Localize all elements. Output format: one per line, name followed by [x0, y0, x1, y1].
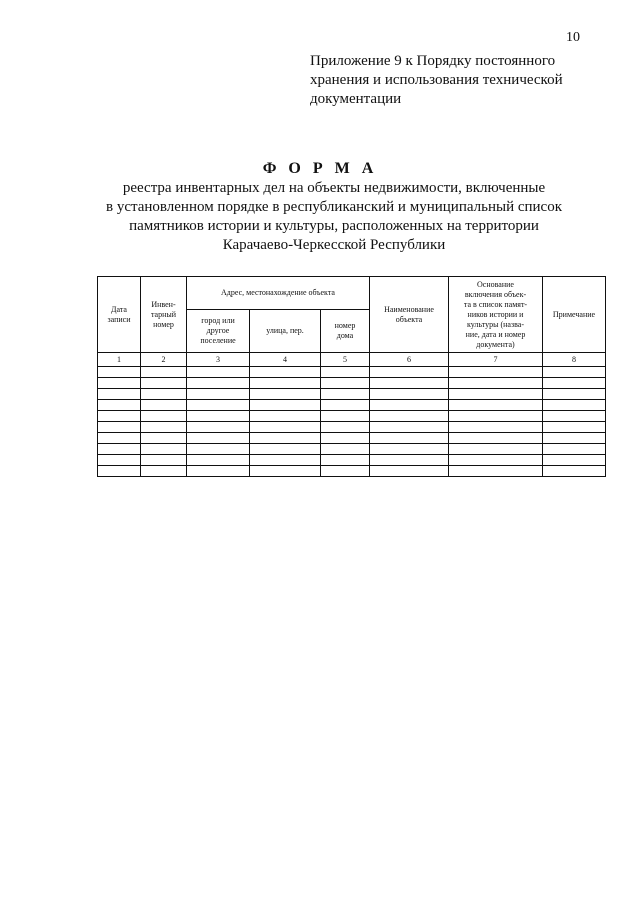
page-number: 10	[566, 30, 580, 45]
table-cell	[370, 455, 449, 466]
table-cell	[449, 367, 543, 378]
header-address-group	[187, 277, 370, 310]
header-text-line: номер	[334, 321, 356, 330]
table-cell	[321, 455, 370, 466]
table-cell	[370, 378, 449, 389]
table-cell	[250, 422, 321, 433]
table-row	[98, 389, 606, 400]
header-text-line: Адрес, местонахождение объекта	[221, 288, 335, 297]
table-cell	[187, 378, 250, 389]
table-cell	[321, 466, 370, 477]
table-cell	[370, 367, 449, 378]
header-text-line: ние, дата и номер	[465, 329, 526, 339]
header-text-line: документа)	[476, 339, 515, 349]
registry-table	[97, 276, 606, 477]
column-number-row	[98, 353, 606, 367]
header-text-line: Основание	[477, 279, 514, 289]
table-cell	[141, 389, 187, 400]
table-cell	[543, 433, 606, 444]
table-cell	[250, 378, 321, 389]
table-cell	[187, 411, 250, 422]
table-cell	[449, 433, 543, 444]
table-cell	[187, 433, 250, 444]
column-number: 2	[141, 353, 187, 367]
table-cell	[449, 422, 543, 433]
table-cell	[321, 378, 370, 389]
header-city	[187, 310, 250, 353]
table-cell	[321, 400, 370, 411]
table-cell	[321, 389, 370, 400]
table-cell	[321, 411, 370, 422]
table-cell	[321, 367, 370, 378]
header-inventory-number	[141, 277, 187, 353]
appendix-line: документации	[310, 91, 402, 107]
subtitle-line: в установленном порядке в республиканский и муниципальный список	[105, 199, 562, 215]
table-cell	[449, 378, 543, 389]
table-cell	[250, 400, 321, 411]
header-text-line: Примечание	[552, 309, 596, 319]
table-cell	[543, 411, 606, 422]
table-cell	[141, 455, 187, 466]
header-text-line: город или	[201, 316, 235, 325]
table-cell	[98, 433, 141, 444]
appendix-line: Приложение 9 к Порядку постоянного	[310, 53, 556, 69]
table-cell	[543, 455, 606, 466]
header-text-line: та в список памят-	[463, 299, 528, 309]
table-row	[98, 444, 606, 455]
table-cell	[250, 455, 321, 466]
header-text-line: включения объек-	[464, 289, 527, 299]
table-cell	[250, 433, 321, 444]
table-cell	[370, 433, 449, 444]
table-cell	[141, 422, 187, 433]
table-cell	[141, 400, 187, 411]
table-cell	[449, 466, 543, 477]
header-text-line: записи	[107, 314, 131, 324]
table-cell	[449, 400, 543, 411]
table-cell	[98, 400, 141, 411]
table-cell	[187, 400, 250, 411]
header-date	[98, 277, 141, 353]
header-text-line: другое	[206, 326, 230, 335]
table-row	[98, 422, 606, 433]
subtitle-line: реестра инвентарных дел на объекты недвижимости, включенные	[122, 180, 546, 196]
table-cell	[250, 444, 321, 455]
header-text-line: улица, пер.	[266, 326, 304, 335]
header-text-line: ников истории и	[467, 309, 524, 319]
table-cell	[370, 411, 449, 422]
table-row	[98, 367, 606, 378]
column-number: 8	[543, 353, 606, 367]
column-number: 5	[321, 353, 370, 367]
table-cell	[250, 389, 321, 400]
header-text-line: Инвен-	[151, 299, 176, 309]
table-cell	[449, 411, 543, 422]
table-cell	[141, 411, 187, 422]
table-cell	[98, 422, 141, 433]
table-cell	[543, 389, 606, 400]
column-number: 4	[250, 353, 321, 367]
header-note	[543, 277, 606, 353]
table-cell	[141, 378, 187, 389]
table-cell	[543, 466, 606, 477]
table-row	[98, 433, 606, 444]
form-subtitle	[0, 179, 640, 255]
table-cell	[187, 455, 250, 466]
table-cell	[250, 367, 321, 378]
table-row	[98, 466, 606, 477]
table-cell	[250, 466, 321, 477]
header-text-line: объекта	[395, 314, 423, 324]
table-cell	[187, 444, 250, 455]
header-text-line: Дата	[111, 304, 127, 314]
table-cell	[543, 400, 606, 411]
subtitle-line: памятников истории и культуры, расположенных на территории	[129, 218, 539, 234]
header-object-name	[370, 277, 449, 353]
table-row	[98, 378, 606, 389]
table-cell	[98, 367, 141, 378]
table-cell	[370, 444, 449, 455]
header-text-line: номер	[153, 319, 174, 329]
table-row	[98, 411, 606, 422]
table-cell	[449, 455, 543, 466]
table-cell	[370, 466, 449, 477]
header-house-number	[321, 310, 370, 353]
table-cell	[141, 444, 187, 455]
header-text-line: поселение	[200, 336, 236, 345]
header-text-line: дома	[336, 331, 354, 340]
table-cell	[187, 466, 250, 477]
appendix-line: хранения и использования технической	[310, 72, 563, 88]
column-number: 6	[370, 353, 449, 367]
form-title: Ф О Р М А	[262, 160, 378, 177]
table-cell	[250, 411, 321, 422]
table-cell	[98, 411, 141, 422]
table-cell	[141, 433, 187, 444]
table-cell	[449, 389, 543, 400]
column-number: 7	[449, 353, 543, 367]
table-cell	[543, 378, 606, 389]
subtitle-line: Карачаево-Черкесской Республики	[222, 237, 446, 253]
table-cell	[98, 455, 141, 466]
table-cell	[321, 433, 370, 444]
table-cell	[321, 422, 370, 433]
table-cell	[187, 422, 250, 433]
header-text-line: Наименование	[384, 304, 434, 314]
table-cell	[321, 444, 370, 455]
table-cell	[187, 367, 250, 378]
table-cell	[370, 422, 449, 433]
table-row	[98, 455, 606, 466]
header-street	[250, 310, 321, 353]
table-cell	[98, 378, 141, 389]
header-inclusion-basis	[449, 277, 543, 353]
table-cell	[449, 444, 543, 455]
header-text-line: тарный	[150, 309, 177, 319]
table-cell	[370, 389, 449, 400]
column-number: 1	[98, 353, 141, 367]
table-cell	[98, 444, 141, 455]
table-row	[98, 400, 606, 411]
appendix-note	[310, 52, 610, 109]
table-cell	[141, 466, 187, 477]
header-text-line: культуры (назва-	[466, 319, 525, 329]
table-cell	[141, 367, 187, 378]
table-cell	[187, 389, 250, 400]
column-number: 3	[187, 353, 250, 367]
table-body	[98, 367, 606, 477]
table-cell	[543, 367, 606, 378]
table-cell	[98, 389, 141, 400]
table-cell	[543, 422, 606, 433]
table-cell	[98, 466, 141, 477]
table-cell	[543, 444, 606, 455]
table-cell	[370, 400, 449, 411]
